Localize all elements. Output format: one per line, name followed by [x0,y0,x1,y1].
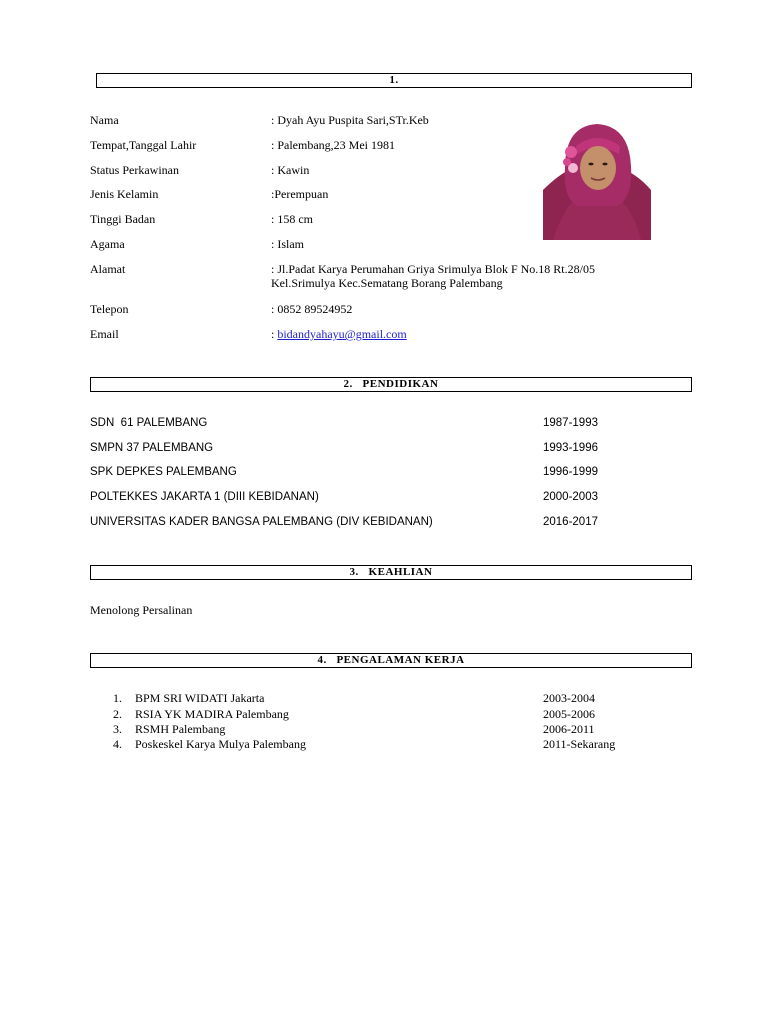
section-2-title: 2. PENDIDIKAN [343,378,439,390]
experience-number: 1. [113,691,122,705]
education-school: UNIVERSITAS KADER BANGSA PALEMBANG (DIV KEBIDANAN) [90,516,433,528]
value-religion: : Islam [271,237,304,251]
label-status: Status Perkawinan [90,163,179,177]
section-3-header [90,565,692,580]
section-1-title: 1. [389,74,399,86]
education-school: SPK DEPKES PALEMBANG [90,466,237,478]
education-years: 1993-1996 [543,442,598,454]
label-religion: Agama [90,237,125,251]
value-status: : Kawin [271,163,310,177]
email-link[interactable]: bidandyahayu@gmail.com [277,327,407,341]
skill-text: Menolong Persalinan [90,603,193,617]
experience-years: 2005-2006 [543,707,595,721]
experience-years: 2006-2011 [543,722,595,736]
section-2-header [90,377,692,392]
experience-place: RSMH Palembang [135,722,226,736]
value-nama: : Dyah Ayu Puspita Sari,STr.Keb [271,113,429,127]
section-4-title: 4. PENGALAMAN KERJA [317,654,465,666]
experience-place: Poskeskel Karya Mulya Palembang [135,737,306,751]
value-address-line1: : Jl.Padat Karya Perumahan Griya Srimulya Blok F No.18 Rt.28/05 [271,262,595,276]
education-school: POLTEKKES JAKARTA 1 (DIII KEBIDANAN) [90,491,319,503]
experience-number: 3. [113,722,122,736]
value-height: : 158 cm [271,212,313,226]
label-address: Alamat [90,262,126,276]
experience-number: 2. [113,707,122,721]
education-years: 2016-2017 [543,516,598,528]
education-years: 1987-1993 [543,417,598,429]
label-phone: Telepon [90,302,129,316]
email-prefix: : [271,327,278,341]
section-4-header [90,653,692,668]
label-nama: Nama [90,113,119,127]
section-1-header [96,73,692,88]
experience-years: 2003-2004 [543,691,595,705]
experience-place: BPM SRI WIDATI Jakarta [135,691,265,705]
value-email [271,327,407,341]
education-years: 2000-2003 [543,491,598,503]
label-gender: Jenis Kelamin [90,187,159,201]
experience-number: 4. [113,737,122,751]
label-email: Email [90,327,119,341]
section-3-title: 3. KEAHLIAN [349,566,433,578]
profile-photo-image [543,118,651,240]
experience-place: RSIA YK MADIRA Palembang [135,707,289,721]
education-school: SDN 61 PALEMBANG [90,417,208,429]
value-phone: : 0852 89524952 [271,302,353,316]
profile-photo [543,118,651,240]
value-address-line2: Kel.Srimulya Kec.Sematang Borang Palembang [271,276,503,290]
label-height: Tinggi Badan [90,212,156,226]
value-gender: :Perempuan [271,187,329,201]
experience-years: 2011-Sekarang [543,737,616,751]
label-ttl: Tempat,Tanggal Lahir [90,138,197,152]
value-ttl: : Palembang,23 Mei 1981 [271,138,395,152]
education-years: 1996-1999 [543,466,598,478]
education-school: SMPN 37 PALEMBANG [90,442,214,454]
